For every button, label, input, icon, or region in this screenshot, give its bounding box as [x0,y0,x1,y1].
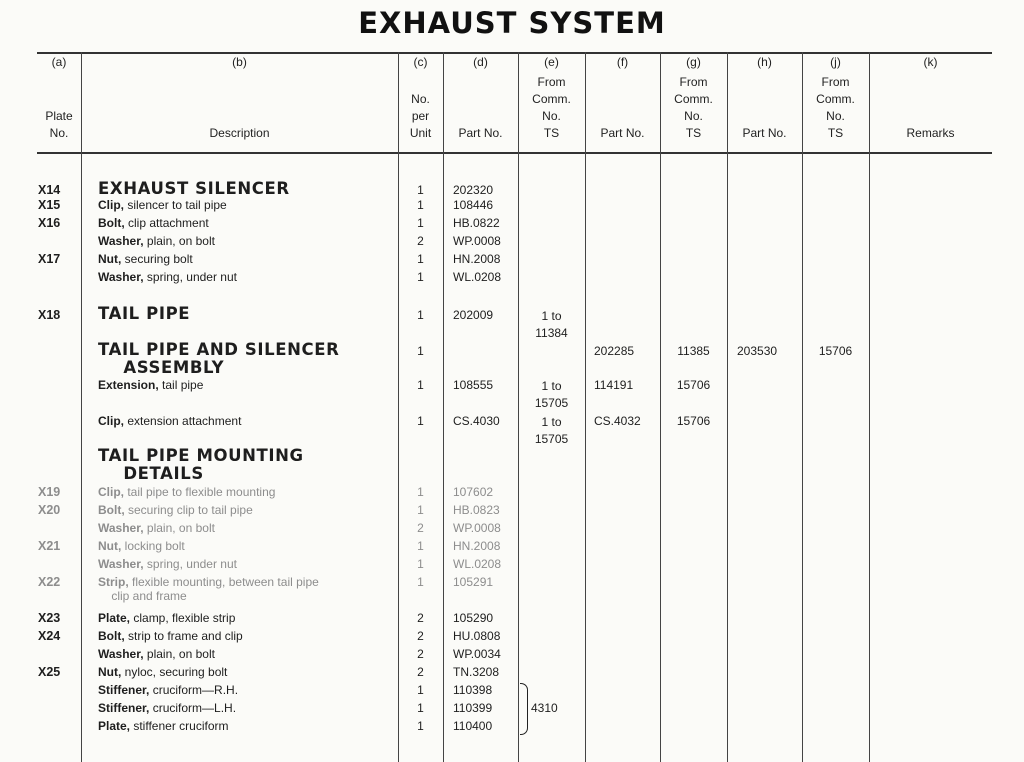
quantity-per-unit: 1 [417,557,424,571]
plate-number: X14 [38,183,61,197]
part-name: Washer, [98,234,144,248]
part-number: WP.0008 [453,234,501,248]
quantity-per-unit: 2 [417,521,424,535]
part-description [98,198,227,212]
alt-part-number: 114191 [594,378,634,392]
part-name: Bolt, [98,629,125,643]
alt-part-number: 202285 [594,344,635,358]
quantity-per-unit: 1 [417,503,424,517]
part-name: Bolt, [98,503,125,517]
column-divider [869,52,870,762]
part-number: HB.0822 [453,216,500,230]
part-description [98,611,235,625]
part-detail: nyloc, securing bolt [121,665,228,679]
from-comm-number: 1 to 15705 [534,379,569,410]
part-number: HU.0808 [453,629,501,643]
part-name: Nut, [98,252,122,266]
part-number: WL.0208 [453,270,502,284]
part-detail: locking bolt [121,539,185,553]
column-divider [727,52,728,762]
part-number: WP.0034 [453,647,501,661]
quantity-per-unit: 1 [417,344,424,358]
part-detail: tail pipe to flexible mounting [124,485,276,499]
part-description [98,665,227,679]
column-label-j: From Comm. No. TS [816,75,855,140]
part-number: HB.0823 [453,503,500,517]
column-label-g: From Comm. No. TS [674,75,713,140]
part-name: Plate, [98,719,131,733]
part-number: 105291 [453,575,494,589]
part-number: 202320 [453,183,494,197]
part-number: 108555 [453,378,494,392]
part-name: Plate, [98,611,131,625]
column-letter-b: (b) [232,55,247,69]
quantity-per-unit: 1 [417,575,424,589]
header-bottom-rule [37,152,992,154]
part-name: Clip, [98,485,124,499]
plate-number: X21 [38,539,61,553]
part-number: CS.4030 [453,414,500,428]
section-heading: EXHAUST SILENCER [98,179,290,198]
column-letter-g: (g) [686,55,701,69]
part-detail: tail pipe [158,378,204,392]
column-label-c: No. per Unit [409,92,432,140]
from-comm-number: 1 to 15705 [534,415,569,446]
part-description [98,234,215,248]
part-detail: flexible mounting, between tail pipe clip and frame [111,575,319,603]
part-detail: cruciform—L.H. [149,701,237,715]
part-detail: clip attachment [124,216,209,230]
column-divider [585,52,586,762]
plate-number: X15 [38,198,61,212]
part-name: Extension, [98,378,159,392]
part-description [98,683,238,697]
part-name: Stiffener, [98,683,150,697]
part-description [98,485,275,499]
section-heading: TAIL PIPE AND SILENCER ASSEMBLY [98,340,340,377]
part-detail: spring, under nut [143,270,237,284]
quantity-per-unit: 1 [417,414,424,428]
part-description [98,701,236,715]
part-name: Nut, [98,665,122,679]
column-label-k: Remarks [906,126,955,140]
part-name: Bolt, [98,216,125,230]
quantity-per-unit: 1 [417,719,424,733]
part-number: WL.0208 [453,557,502,571]
column-divider [802,52,803,762]
quantity-per-unit: 1 [417,198,424,212]
plate-number: X22 [38,575,61,589]
part-description [98,575,319,603]
plate-number: X16 [38,216,61,230]
alt-from-comm-number: 11385 [677,344,710,358]
part-description [98,719,229,733]
column-letter-a: (a) [51,55,67,69]
alt-from-comm-number: 15706 [676,414,711,428]
column-letter-j: (j) [830,55,841,69]
column-divider [81,52,82,762]
alt-part-number: CS.4032 [594,414,641,428]
part-number: TN.3208 [453,665,500,679]
alt-part-number-2: 203530 [737,344,778,358]
part-number: WP.0008 [453,521,501,535]
part-number: 110398 [453,683,493,697]
part-name: Clip, [98,198,124,212]
from-comm-number: 1 to 11384 [535,309,568,340]
part-name: Nut, [98,539,122,553]
quantity-per-unit: 2 [417,647,424,661]
section-heading: TAIL PIPE MOUNTING DETAILS [98,446,304,483]
part-name: Washer, [98,647,144,661]
quantity-per-unit: 1 [417,485,424,499]
column-label-d: Part No. [458,126,503,140]
part-name: Washer, [98,557,144,571]
plate-number: X25 [38,665,61,679]
quantity-per-unit: 1 [417,378,424,392]
part-detail: plain, on bolt [143,521,215,535]
part-name: Washer, [98,270,144,284]
part-description [98,414,241,428]
part-description [98,557,237,571]
part-number: 107602 [453,485,494,499]
plate-number: X19 [38,485,61,499]
part-description [98,503,253,517]
column-divider [660,52,661,762]
quantity-per-unit: 1 [417,183,424,197]
quantity-per-unit: 2 [417,234,424,248]
column-label-a: Plate No. [45,109,73,140]
part-name: Washer, [98,521,144,535]
bracket-brace [520,683,528,735]
part-number: HN.2008 [453,539,501,553]
quantity-per-unit: 1 [417,683,424,697]
page-title: EXHAUST SYSTEM [358,6,666,40]
part-description [98,252,193,266]
column-letter-c: (c) [413,55,428,69]
part-detail: securing bolt [121,252,193,266]
part-description [98,629,243,643]
part-name: Stiffener, [98,701,150,715]
column-letter-k: (k) [923,55,938,69]
part-detail: plain, on bolt [143,647,215,661]
part-detail: stiffener cruciform [130,719,229,733]
plate-number: X24 [38,629,61,643]
column-label-e: From Comm. No. TS [532,75,571,140]
quantity-per-unit: 1 [417,270,424,284]
quantity-per-unit: 2 [417,665,424,679]
part-description [98,216,209,230]
part-detail: securing clip to tail pipe [124,503,253,517]
quantity-per-unit: 1 [417,308,424,322]
column-letter-f: (f) [616,55,629,69]
part-number: 110399 [453,701,493,715]
quantity-per-unit: 1 [417,701,424,715]
brace-note: 4310 [531,701,558,715]
part-number: 105290 [453,611,494,625]
part-detail: plain, on bolt [143,234,215,248]
quantity-per-unit: 1 [417,216,424,230]
part-number: 108446 [453,198,494,212]
part-number: 202009 [453,308,494,322]
quantity-per-unit: 1 [417,252,424,266]
part-detail: spring, under nut [143,557,237,571]
section-heading: TAIL PIPE [98,304,191,323]
alt-from-comm-number-2: 15706 [818,344,853,358]
part-description [98,378,203,392]
part-detail: silencer to tail pipe [124,198,227,212]
plate-number: X18 [38,308,61,322]
quantity-per-unit: 2 [417,629,424,643]
plate-number: X23 [38,611,61,625]
part-description [98,270,237,284]
part-name: Clip, [98,414,124,428]
column-label-f: Part No. [600,126,645,140]
column-label-h: Part No. [742,126,787,140]
column-divider [443,52,444,762]
part-number: HN.2008 [453,252,501,266]
column-label-b: Description [209,126,270,140]
column-letter-d: (d) [473,55,488,69]
part-description [98,647,215,661]
part-description [98,539,185,553]
plate-number: X17 [38,252,61,266]
quantity-per-unit: 2 [417,611,424,625]
part-detail: strip to frame and clip [124,629,243,643]
alt-from-comm-number: 15706 [676,378,711,392]
part-detail: cruciform—R.H. [149,683,239,697]
column-letter-e: (e) [544,55,559,69]
part-detail: clamp, flexible strip [130,611,236,625]
part-description [98,521,215,535]
part-detail: extension attachment [124,414,242,428]
column-letter-h: (h) [757,55,772,69]
part-number: 110400 [453,719,493,733]
quantity-per-unit: 1 [417,539,424,553]
part-name: Strip, [98,575,129,589]
plate-number: X20 [38,503,61,517]
